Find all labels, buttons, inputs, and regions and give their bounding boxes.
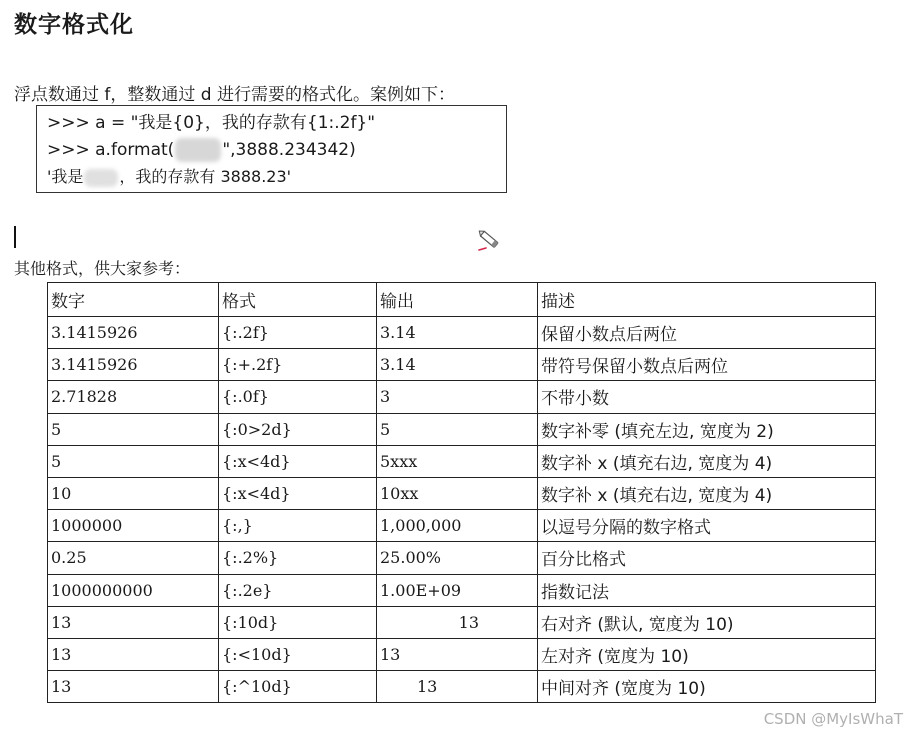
code-line-2	[47, 137, 506, 164]
cell-number: 13	[48, 606, 219, 638]
cell-description: 中间对齐 (宽度为 10)	[538, 671, 876, 703]
redacted-blur	[175, 138, 221, 162]
cell-number: 3.1415926	[48, 317, 219, 349]
cell-description: 指数记法	[538, 574, 876, 606]
code-line-1: >>> a = "我是{0}，我的存款有{1:.2f}"	[47, 113, 376, 133]
cell-output: 13	[377, 671, 538, 703]
cell-number: 5	[48, 413, 219, 445]
cell-format: {:^10d}	[219, 671, 377, 703]
cell-number: 0.25	[48, 542, 219, 574]
cell-number: 3.1415926	[48, 349, 219, 381]
cell-output: 13	[377, 606, 538, 638]
cell-output: 3.14	[377, 317, 538, 349]
cell-format: {:10d}	[219, 606, 377, 638]
code-line-2-suffix: ",3888.234342)	[222, 140, 356, 160]
cell-number: 5	[48, 445, 219, 477]
table-row	[48, 671, 876, 703]
cell-output: 25.00%	[377, 542, 538, 574]
header-number: 数字	[48, 283, 219, 317]
code-line-3-prefix: '我是	[47, 167, 84, 186]
header-output: 输出	[377, 283, 538, 317]
table-row	[48, 349, 876, 381]
cell-output: 5xxx	[377, 445, 538, 477]
cell-description: 右对齐 (默认, 宽度为 10)	[538, 606, 876, 638]
cell-output: 3	[377, 381, 538, 413]
cell-format: {:0>2d}	[219, 413, 377, 445]
code-line-3-suffix: ，我的存款有 3888.23'	[119, 167, 292, 186]
table-header-row	[48, 283, 876, 317]
table-row	[48, 606, 876, 638]
format-table	[47, 282, 876, 703]
cell-description: 带符号保留小数点后两位	[538, 349, 876, 381]
table-row	[48, 542, 876, 574]
cell-description: 数字补 x (填充右边, 宽度为 4)	[538, 445, 876, 477]
cell-format: {:.2f}	[219, 317, 377, 349]
header-description: 描述	[538, 283, 876, 317]
text-cursor	[14, 226, 16, 248]
cell-format: {:,}	[219, 510, 377, 542]
cell-description: 数字补零 (填充左边, 宽度为 2)	[538, 413, 876, 445]
cell-format: {:+.2f}	[219, 349, 377, 381]
code-line-3	[47, 164, 506, 189]
table-row	[48, 445, 876, 477]
cell-output: 10xx	[377, 477, 538, 509]
cell-number: 13	[48, 671, 219, 703]
cell-number: 10	[48, 477, 219, 509]
cell-number: 1000000	[48, 510, 219, 542]
cell-description: 保留小数点后两位	[538, 317, 876, 349]
table-row	[48, 381, 876, 413]
cell-number: 1000000000	[48, 574, 219, 606]
code-example-box	[36, 105, 507, 193]
table-row	[48, 317, 876, 349]
table-row	[48, 638, 876, 670]
cell-number: 13	[48, 638, 219, 670]
pen-icon[interactable]	[476, 228, 504, 252]
intro-text: 浮点数通过 f，整数通过 d 进行需要的格式化。案例如下：	[14, 85, 455, 105]
other-formats-label: 其他格式，供大家参考：	[14, 259, 191, 278]
cell-description: 百分比格式	[538, 542, 876, 574]
code-line-2-prefix: >>> a.format(	[47, 140, 175, 160]
cell-format: {:.2e}	[219, 574, 377, 606]
redacted-blur	[84, 169, 118, 187]
cell-description: 左对齐 (宽度为 10)	[538, 638, 876, 670]
cell-number: 2.71828	[48, 381, 219, 413]
cell-format: {:x<4d}	[219, 477, 377, 509]
table-row	[48, 510, 876, 542]
header-format: 格式	[219, 283, 377, 317]
table-row	[48, 477, 876, 509]
cell-description: 数字补 x (填充右边, 宽度为 4)	[538, 477, 876, 509]
table-row	[48, 574, 876, 606]
table-row	[48, 413, 876, 445]
cell-format: {:.2%}	[219, 542, 377, 574]
watermark: CSDN @MyIsWhaT	[763, 710, 903, 728]
cell-output: 1,000,000	[377, 510, 538, 542]
cell-output: 5	[377, 413, 538, 445]
cell-description: 以逗号分隔的数字格式	[538, 510, 876, 542]
cell-output: 1.00E+09	[377, 574, 538, 606]
cell-format: {:<10d}	[219, 638, 377, 670]
page-title: 数字格式化	[14, 12, 134, 38]
cell-format: {:.0f}	[219, 381, 377, 413]
cell-format: {:x<4d}	[219, 445, 377, 477]
cell-output: 3.14	[377, 349, 538, 381]
cell-description: 不带小数	[538, 381, 876, 413]
cell-output: 13	[377, 638, 538, 670]
